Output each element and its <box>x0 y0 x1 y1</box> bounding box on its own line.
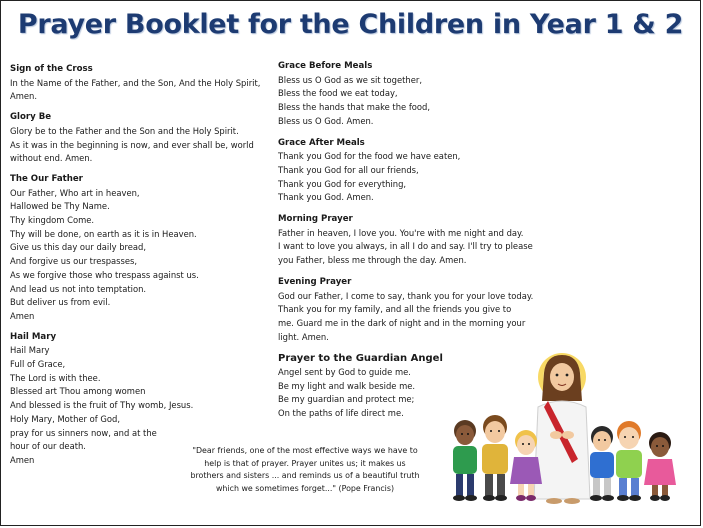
quote-line: "Dear friends, one of the most effective ways we have to <box>192 446 418 455</box>
jesus-figure <box>534 353 590 504</box>
page-title: Prayer Booklet for the Children in Year 1 & 2 <box>17 9 684 40</box>
prayer-heading: Grace Before Meals <box>278 61 373 71</box>
prayer-line: light. Amen. <box>278 331 329 342</box>
quote-line: help is that of prayer. Prayer unites us; it makes us <box>204 458 406 468</box>
left-column <box>10 63 272 468</box>
prayer-line: And forgive us our trespasses, <box>10 256 138 267</box>
child-figure <box>590 426 614 501</box>
prayer-line: Be my light and walk beside me. <box>278 380 416 391</box>
prayer-line: without end. Amen. <box>10 153 93 164</box>
prayer-heading: Prayer to the Guardian Angel <box>278 353 443 365</box>
prayer-line: I want to love you always, in all I do and say. I'll try to please <box>278 241 533 252</box>
prayer-line: And lead us not into temptation. <box>10 283 147 294</box>
prayer-line: Our Father, Who art in heaven, <box>10 187 140 198</box>
prayer-line: hour of our death. <box>10 441 86 452</box>
quote-line: brothers and sisters ... and reminds us of a beautiful truth <box>190 471 420 481</box>
prayer-evening <box>278 276 540 345</box>
prayer-line: On the paths of life direct me. <box>278 408 404 419</box>
jesus-with-children-illustration <box>444 349 694 507</box>
prayer-line: Amen <box>10 454 35 465</box>
prayer-line: In the Name of the Father, and the Son, And the Holy Spirit, <box>10 77 261 88</box>
prayer-line: Bless the hands that make the food, <box>278 102 431 113</box>
prayer-heading: Morning Prayer <box>278 214 353 225</box>
prayer-line: Be my guardian and protect me; <box>278 394 415 405</box>
prayer-line: Bless the food we eat today, <box>278 88 398 99</box>
prayer-heading: Grace After Meals <box>278 137 365 148</box>
child-figure <box>644 432 676 501</box>
prayer-line: Amen <box>10 310 35 321</box>
pope-francis-quote <box>179 445 431 495</box>
prayer-grace-before-meals <box>278 60 540 129</box>
prayer-line: Full of Grace, <box>10 359 66 370</box>
prayer-morning <box>278 213 540 268</box>
prayer-glory-be <box>10 111 272 166</box>
prayer-heading: Hail Mary <box>10 331 57 342</box>
prayer-line: Hail Mary <box>10 345 50 356</box>
prayer-line: Angel sent by God to guide me. <box>278 367 411 378</box>
prayer-heading: Sign of the Cross <box>10 64 93 74</box>
prayer-sign-of-the-cross <box>10 63 272 104</box>
prayer-line: me. Guard me in the dark of night and in the morning your <box>278 317 526 328</box>
prayer-heading: Glory Be <box>10 112 52 123</box>
prayer-heading: The Our Father <box>10 173 83 184</box>
prayer-line: Hallowed be Thy Name. <box>10 201 110 212</box>
prayer-line: pray for us sinners now, and at the <box>10 427 157 438</box>
prayer-line: And blessed is the fruit of Thy womb, Jesus. <box>10 400 194 411</box>
prayer-line: Bless us O God. Amen. <box>278 115 374 126</box>
prayer-line: Thank you God for everything, <box>278 178 407 189</box>
prayer-line: Thy kingdom Come. <box>10 215 95 226</box>
prayer-our-father <box>10 173 272 324</box>
prayer-line: Blessed art Thou among women <box>10 386 146 397</box>
prayer-line: Bless us O God as we sit together, <box>278 74 422 85</box>
prayer-line: Holy Mary, Mother of God, <box>10 413 120 424</box>
child-figure <box>482 415 508 501</box>
prayer-line: As it was in the beginning is now, and ever shall be, world <box>10 139 254 150</box>
prayer-line: you Father, bless me through the day. Amen. <box>278 255 467 266</box>
prayer-heading: Evening Prayer <box>278 276 352 287</box>
prayer-line: Thank you God for the food we have eaten, <box>278 151 461 162</box>
quote-line: which we sometimes forget..." (Pope Francis) <box>215 483 395 493</box>
prayer-line: But deliver us from evil. <box>10 297 111 308</box>
child-figure <box>616 421 642 501</box>
prayer-line: The Lord is with thee. <box>10 372 101 383</box>
child-figure <box>453 420 477 501</box>
prayer-line: Glory be to the Father and the Son and the Holy Spirit. <box>10 125 239 136</box>
prayer-grace-after-meals <box>278 137 540 206</box>
prayer-line: Thank you for my family, and all the friends you give to <box>278 304 512 315</box>
prayer-line: God our Father, I come to say, thank you for your love today. <box>278 290 534 301</box>
prayer-line: Give us this day our daily bread, <box>10 242 147 253</box>
prayer-line: Amen. <box>10 91 38 102</box>
prayer-line: As we forgive those who trespass against us. <box>10 269 199 280</box>
prayer-line: Thank you God. Amen. <box>278 192 374 203</box>
prayer-line: Father in heaven, I love you. You're with me night and day. <box>278 227 524 238</box>
prayer-line: Thy will be done, on earth as it is in Heaven. <box>10 228 197 239</box>
prayer-line: Thank you God for all our friends, <box>278 164 419 175</box>
